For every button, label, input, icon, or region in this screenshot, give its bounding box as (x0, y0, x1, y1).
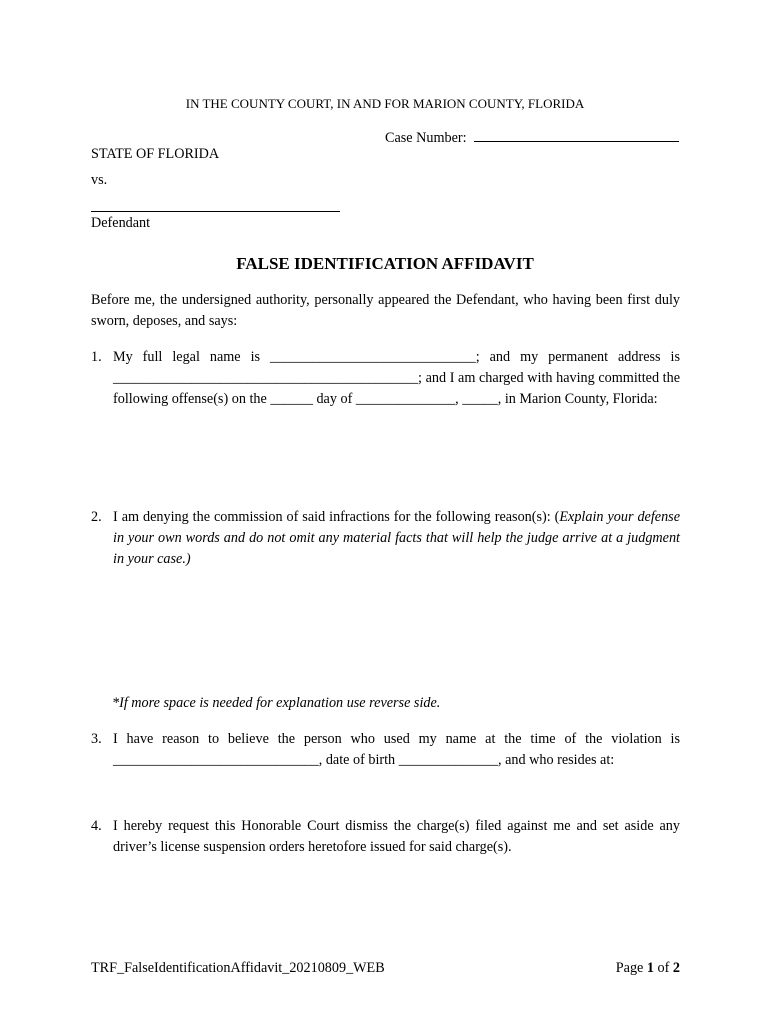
item-text: I am denying the commission of said infractions for the following reason(s): ( (113, 509, 560, 525)
case-number-blank (474, 127, 679, 142)
item-text-wrap (113, 507, 680, 570)
list-item-3 (91, 729, 680, 771)
page-label: Page (615, 960, 644, 976)
item-number: 3. (91, 731, 102, 747)
item-number: 1. (91, 349, 102, 365)
document-title: FALSE IDENTIFICATION AFFIDAVIT (236, 254, 534, 273)
page-of: of (657, 960, 670, 976)
defendant-label: Defendant (91, 215, 151, 231)
space-note: *If more space is needed for explanation use reverse side. (112, 695, 441, 711)
item-number: 4. (91, 818, 102, 834)
item-text: My full legal name is _____________________________; and my permanent address is ___________________________________________; and I am charged with having committed the following offense(s) on the ______ day of ______________, _____, in Marion County, Florida: (113, 349, 680, 407)
court-heading: IN THE COUNTY COURT, IN AND FOR MARION COUNTY, FLORIDA (185, 96, 585, 111)
list-item-4 (91, 816, 680, 858)
item-text: I hereby request this Honorable Court dismiss the charge(s) filed against me and set aside any driver’s license suspension orders heretofore issued for said charge(s). (113, 818, 680, 855)
item-instructions: Explain your defense in your own words and do not omit any material facts that will help the judge arrive at a judgment in your case.) (113, 509, 680, 567)
item-number: 2. (91, 509, 102, 525)
page-indicator (616, 958, 680, 979)
document-id: TRF_FalseIdentificationAffidavit_20210809_WEB (91, 960, 385, 976)
state-party: STATE OF FLORIDA (91, 146, 220, 162)
versus-text: vs. (91, 172, 108, 188)
list-item-2 (91, 507, 680, 570)
intro-paragraph: Before me, the undersigned authority, personally appeared the Defendant, who having been first duly sworn, deposes, and says: (91, 292, 680, 329)
case-number-label: Case Number: (385, 130, 467, 146)
list-item-1 (91, 347, 680, 410)
defendant-name-blank (91, 211, 340, 212)
page-total: 2 (672, 960, 680, 976)
item-text: I have reason to believe the person who used my name at the time of the violation is _____________________________, date of birth ______________, and who resides at: (113, 731, 680, 768)
page-current: 1 (646, 960, 654, 976)
case-number-row (385, 127, 679, 149)
